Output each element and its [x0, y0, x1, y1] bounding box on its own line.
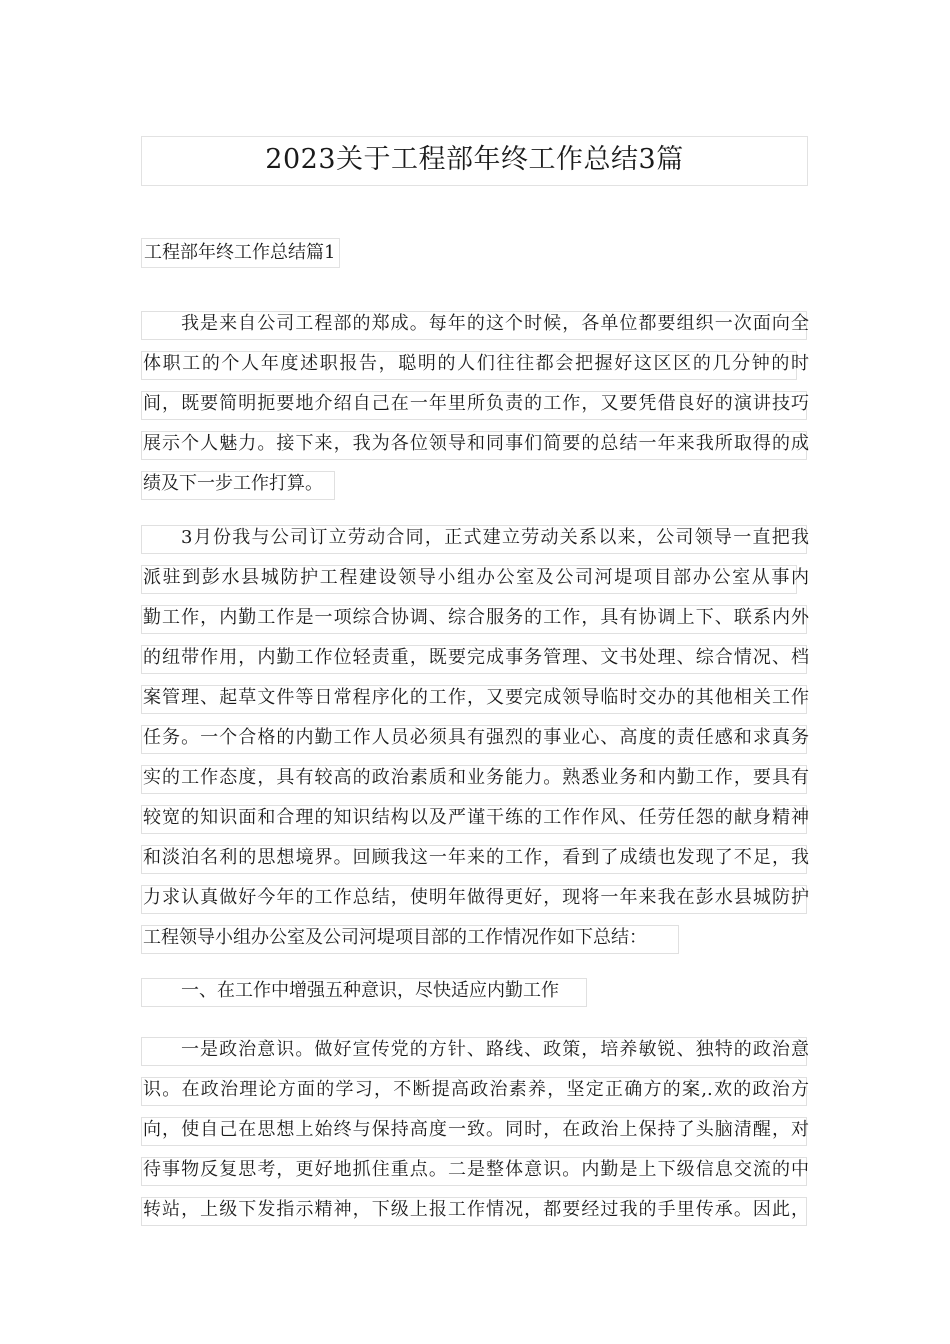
section-heading	[141, 238, 340, 268]
paragraph-line: 识。在政治理论方面的学习，不断提高政治素养，坚定正确方的案,.欢的政治方	[141, 1070, 811, 1110]
paragraph-line: 工程领导小组办公室及公司河堤项目部的工作情况作如下总结：	[141, 918, 681, 958]
paragraph-line: 一是政治意识。做好宣传党的方针、路线、政策，培养敏锐、独特的政治意	[141, 1030, 811, 1070]
paragraph-line: 展示个人魅力。接下来，我为各位领导和同事们简要的总结一年来我所取得的成	[141, 424, 811, 464]
paragraph-line: 向，使自己在思想上始终与保持高度一致。同时，在政治上保持了头脑清醒，对	[141, 1110, 811, 1150]
paragraph-line: 我是来自公司工程部的郑成。每年的这个时候，各单位都要组织一次面向全	[141, 304, 811, 344]
section-heading-text: 工程部年终工作总结篇1	[144, 242, 336, 263]
paragraph-line: 力求认真做好今年的工作总结，使明年做得更好，现将一年来我在彭水县城防护	[141, 878, 811, 918]
paragraph-line: 和淡泊名利的思想境界。回顾我这一年来的工作，看到了成绩也发现了不足，我	[141, 838, 811, 878]
paragraph-3	[141, 971, 811, 1011]
paragraph-line: 任务。一个合格的内勤工作人员必须具有强烈的事业心、高度的责任感和求真务	[141, 718, 811, 758]
paragraph-line: 勤工作，内勤工作是一项综合协调、综合服务的工作，具有协调上下、联系内外	[141, 598, 811, 638]
paragraph-line: 较宽的知识面和合理的知识结构以及严谨干练的工作作风、任劳任怨的献身精神	[141, 798, 811, 838]
paragraph-2	[141, 518, 811, 958]
paragraph-line: 3月份我与公司订立劳动合同，正式建立劳动关系以来，公司领导一直把我	[141, 518, 811, 558]
paragraph-line: 待事物反复思考，更好地抓住重点。二是整体意识。内勤是上下级信息交流的中	[141, 1150, 811, 1190]
paragraph-line: 一、在工作中增强五种意识，尽快适应内勤工作	[141, 971, 589, 1011]
paragraph-line: 体职工的个人年度述职报告，聪明的人们往往都会把握好这区区的几分钟的时	[141, 344, 811, 384]
paragraph-line: 间，既要简明扼要地介绍自己在一年里所负责的工作，又要凭借良好的演讲技巧	[141, 384, 811, 424]
paragraph-4	[141, 1030, 811, 1230]
paragraph-line: 案管理、起草文件等日常程序化的工作，又要完成领导临时交办的其他相关工作	[141, 678, 811, 718]
document-title	[141, 136, 808, 186]
paragraph-1	[141, 304, 811, 504]
paragraph-line: 派驻到彭水县城防护工程建设领导小组办公室及公司河堤项目部办公室从事内	[141, 558, 811, 598]
paragraph-line: 绩及下一步工作打算。	[141, 464, 337, 504]
document-title-text: 2023关于工程部年终工作总结3篇	[265, 144, 684, 175]
paragraph-line: 实的工作态度，具有较高的政治素质和业务能力。熟悉业务和内勤工作，要具有	[141, 758, 811, 798]
paragraph-line: 的纽带作用，内勤工作位轻责重，既要完成事务管理、文书处理、综合情况、档	[141, 638, 811, 678]
paragraph-line: 转站，上级下发指示精神，下级上报工作情况，都要经过我的手里传承。因此，	[141, 1190, 811, 1230]
